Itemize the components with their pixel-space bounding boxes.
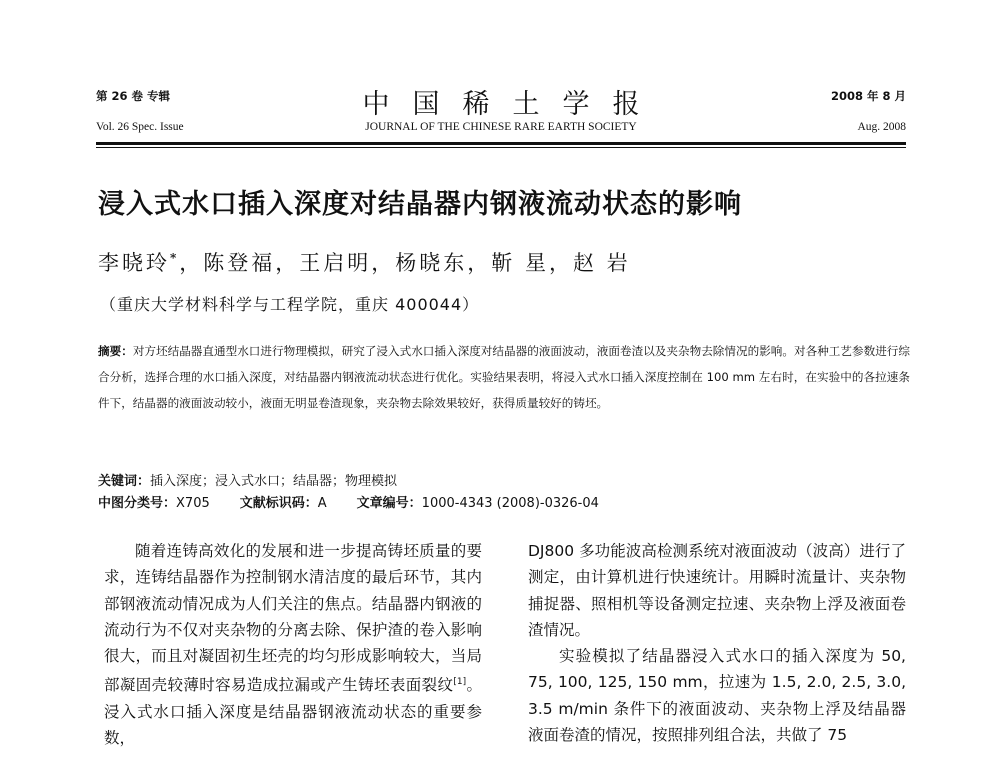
header-rule-thick: [96, 142, 906, 145]
other-authors: ，陈登福，王启明，杨晓东，靳 星，赵 岩: [179, 251, 631, 275]
article-number-value: 1000-4343 (2008)-0326-04: [421, 496, 599, 511]
author-list: [98, 247, 631, 277]
article-number-label: 文章编号：: [356, 496, 422, 511]
date-en: Aug. 2008: [857, 121, 906, 133]
header-rule-thin: [96, 147, 906, 148]
volume-en: Vol. 26 Spec. Issue: [96, 121, 184, 133]
clc-label: 中图分类号：: [98, 496, 177, 511]
body-column-right: [528, 538, 906, 748]
keywords: [98, 470, 397, 489]
doc-code-label: 文献标识码：: [239, 496, 318, 511]
affiliation: （重庆大学材料科学与工程学院，重庆 400044）: [100, 295, 480, 314]
date-cn: 2008 年 8 月: [830, 89, 906, 103]
citation-ref: [1]: [453, 677, 467, 688]
corresponding-mark: *: [170, 251, 180, 265]
volume-cn: 第 26 卷 专辑: [96, 89, 171, 103]
doc-code-value: A: [317, 496, 327, 511]
abstract-text: 对方坯结晶器直通型水口进行物理模拟，研究了浸入式水口插入深度对结晶器的液面波动，液面卷渣以及夹杂物去除情况的影响。对各种工艺参数进行综合分析，选择合理的水口插入深度，对结晶器内钢液流动状态进行优化。实验结果表明，将浸入式水口插入深度控制在 100 mm 左右时，在实验中的各拉速条件下，结晶器的液面波动较小，液面无明显卷渣现象，夹杂物去除效果较好，获得质量较好的铸坯。: [98, 344, 910, 410]
article-title: 浸入式水口插入深度对结晶器内钢液流动状态的影响: [98, 189, 742, 220]
clc-value: X705: [176, 496, 210, 511]
abstract: [98, 338, 910, 416]
body-paragraph: 实验模拟了结晶器浸入式水口的插入深度为 50, 75, 100, 125, 150 mm，拉速为 1.5, 2.0, 2.5, 3.0, 3.5 m/min 条件下的液面波动、夹杂物上浮及结晶器液面卷渣的情况，按照排列组合法，共做了 75: [528, 647, 906, 745]
abstract-label: 摘要：: [98, 344, 133, 358]
body-paragraph: DJ800 多功能波高检测系统对液面波动（波高）进行了测定，由计算机进行快速统计。用瞬时流量计、夹杂物捕捉器、照相机等设备测定拉速、夹杂物上浮及液面卷渣情况。: [528, 542, 906, 639]
body-paragraph: [104, 538, 482, 752]
intro-text-tail: 。浸入式水口插入深度是结晶器钢液流动状态的重要参数，: [104, 676, 482, 748]
keywords-label: 关键词：: [98, 474, 151, 489]
body-column-left: [104, 538, 482, 752]
journal-header-en: [96, 120, 906, 138]
first-author: 李晓玲: [98, 251, 170, 275]
intro-text: 随着连铸高效化的发展和进一步提高铸坯质量的要求，连铸结晶器作为控制钢水清洁度的最后环节，其内部钢液流动情况成为人们关注的焦点。结晶器内钢液的流动行为不仅对夹杂物的分离去除、保护渣的卷入影响很大，而且对凝固初生坯壳的均匀形成影响较大，当局部凝固壳较薄时容易造成拉漏或产生铸坯表面裂纹: [104, 542, 482, 695]
classification-line: [98, 492, 599, 511]
journal-header-cn: [96, 88, 906, 118]
journal-title-en: JOURNAL OF THE CHINESE RARE EARTH SOCIETY: [365, 121, 637, 133]
keywords-text: 插入深度；浸入式水口；结晶器；物理模拟: [150, 474, 398, 489]
journal-title-cn: 中国稀土学报: [362, 89, 663, 120]
